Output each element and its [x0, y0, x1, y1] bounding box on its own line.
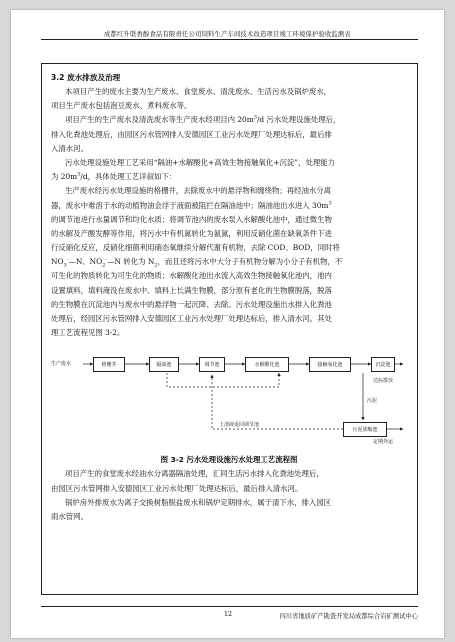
header-rule: [41, 39, 418, 40]
output-label: 达标排放: [373, 378, 394, 385]
flow-box-grease-trap: 隔油池: [149, 357, 179, 372]
text-line: 项目生产废水包括泡豆废水、煮料废水等。: [51, 101, 192, 111]
content: [51, 70, 407, 524]
section-title: 3.2 废水排放及治理: [51, 73, 121, 82]
text-line: 设置填料，填料淹没在废水中。填料上长满生物膜，部分原有老化的生物膜脱落，脱落: [51, 285, 332, 295]
text-line: 为 $20m^3/d$，具体处理工艺详叙如下：: [51, 171, 177, 182]
text-line: 锅炉房外排废水为离子交换树脂脱盐废水和锅炉定期排水，属于清下水，排入园区: [65, 497, 332, 507]
text-line: 的生物膜在沉淀池内与废水中的悬浮物一起沉降、去除。污水处理设施出水排入化粪池: [51, 299, 332, 309]
return-label: 上清液返回调节池: [219, 422, 260, 429]
footer-rule: [41, 606, 418, 607]
text-line: 本项目产生的废水主要为生产废水、食堂废水、清洗废水、生活污水及锅炉废水，: [65, 87, 332, 96]
text-line: 污水处理设施处理工艺采用“隔油+水解酸化+高效生物接触氧化+沉淀”，处理能力: [65, 157, 336, 167]
flow-box-sludge-thickener: 污泥浓缩池: [343, 422, 387, 437]
text-line: 处理后，经园区污水管网排入安德园区工业污水处理厂处理达标后，排入清水河。其处: [51, 314, 332, 323]
flow-box-screen-well: 格栅井: [93, 357, 125, 372]
text-line: 的调节池进行水量调节和均化水质；将调节池内的废水泵入水解酸化池中，通过微生物: [51, 214, 332, 224]
text-line: 项目产生的食堂废水经油水分离器隔油处理，汇同生活污水排入化粪池处理后，: [65, 469, 324, 479]
input-label: 生产废水: [51, 361, 72, 368]
flow-box-contact-oxidation-tank: 接触氧化池: [309, 357, 351, 372]
text-line: 可生化的物质转化为可生化的物质；水解酸化池出水流入高效生物接触氧化池内，池内: [51, 271, 332, 281]
text-line: 理工艺流程见图 3-2。: [51, 328, 125, 338]
text-line: 排入化粪池处理后，由园区污水管网排入安德园区工业污水处理厂处理达标后，最后排: [51, 129, 332, 139]
text-line: 的水解及产酸发酵等作用，将污水中有机氮转化为氨氮，利用反硝化菌在缺氧条件下进: [51, 228, 332, 238]
running-header: 成都红升联香醇食品有限责任公司饲料生产车间技术改造项目竣工环境保护验收监测表: [104, 31, 351, 38]
figure-caption: 图 3-2 污水处理设施污水处理工艺流程图: [160, 455, 298, 465]
text-line: 入清水河。: [51, 143, 88, 153]
text-line: 由园区污水管网排入安德园区工业污水处理厂处理达标后，最后排入清水河。: [51, 483, 303, 493]
text-line: 行反硝化反应，反硝化细菌利用硝态氧继续分解代谢有机物，去除 COD、BOD，同时将: [51, 243, 340, 253]
text-line: 器，废水中难溶于水的动植物油会浮于液面被阻拦在隔油池中；隔油池出水进入 $30m^3$: [51, 200, 332, 210]
footer-organization: 四川省地质矿产勘查开发局成都综合岩矿测试中心: [279, 613, 418, 620]
page-number: 12: [224, 611, 233, 618]
process-flow-diagram: [51, 342, 407, 452]
text-line: 生产废水经污水处理设施的格栅井，去除废水中的悬浮物和缠绕物；再经油水分离: [65, 186, 332, 196]
sludge-out-label: 定期外运: [373, 439, 394, 446]
sludge-label: 污泥: [367, 398, 378, 405]
flow-box-hydrolysis-tank: 水解酸化池: [245, 357, 289, 372]
flow-box-settling-tank: 沉淀池: [371, 357, 395, 372]
paragraph-block-1: [51, 85, 407, 340]
text-line: 雨水管网。: [51, 511, 88, 521]
paragraph-block-2: [51, 467, 407, 524]
document-page: [11, 10, 444, 638]
text-line: 项目产生的生产废水及清洗废水等生产废水经项目内 $20m^3/d$ 污水处理设施处理后，: [65, 114, 341, 125]
text-line: $NO_3^-—N$、$NO_2^-—N$ 转化为 $N_2$，而且还将污水中大分子有机物分解为小分子有机物，不: [51, 256, 343, 269]
flow-box-equalization-tank: 调节池: [199, 357, 225, 372]
